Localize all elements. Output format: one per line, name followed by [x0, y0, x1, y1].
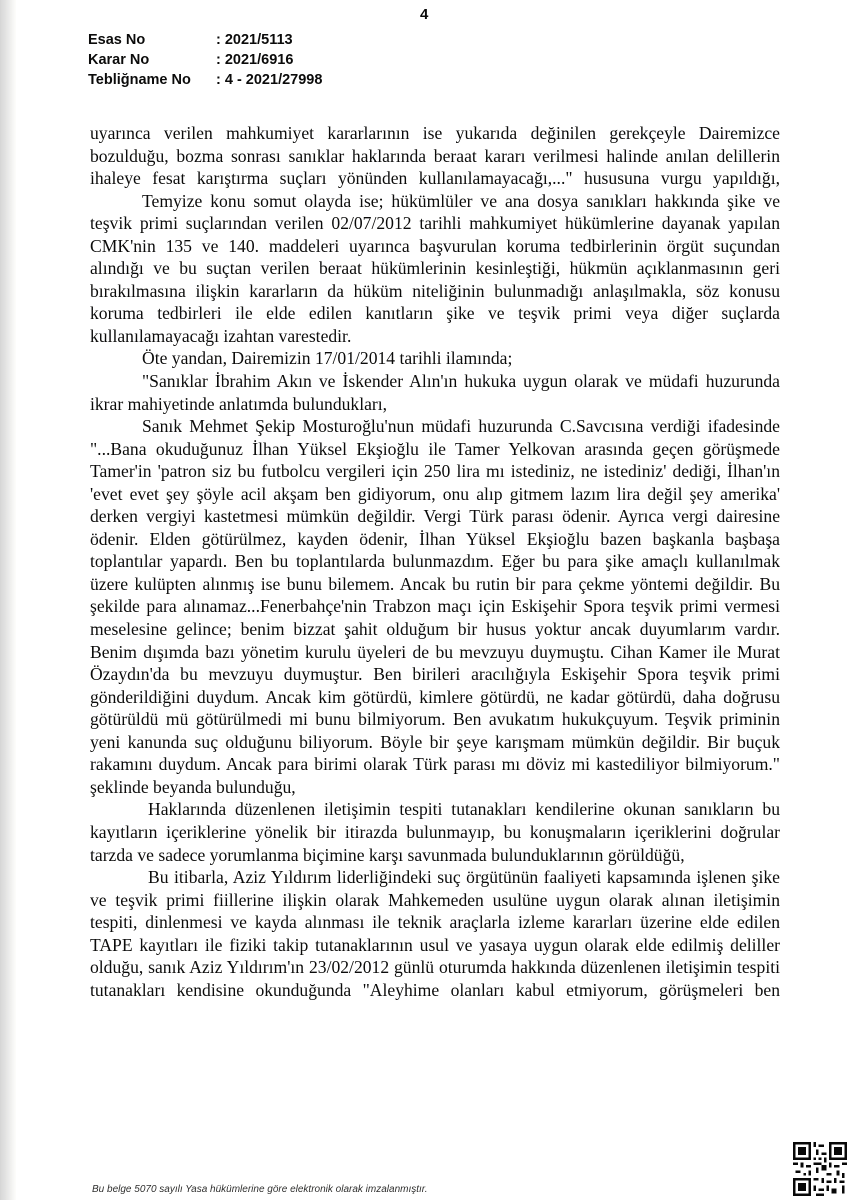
qr-code-icon: [793, 1142, 847, 1196]
case-info-row: [88, 30, 322, 50]
body-paragraph: Haklarında düzenlenen iletişimin tespiti tutanakları kendilerine okunan sanıkların bu kayıtların içeriklerine yönelik bir itirazda bulunmayıp, bu konuşmaların içeriklerini doğrular tarzda ve sadece yorumlanma biçimine karşı savunmada bulunduklarının görüldüğü,: [90, 799, 780, 865]
body-paragraph: Öte yandan, Dairemizin 17/01/2014 tarihli ilamında;: [142, 348, 513, 369]
case-info-value: : 2021/6916: [216, 52, 294, 68]
case-info-value: : 2021/5113: [216, 32, 293, 48]
e-signature-note: Bu belge 5070 sayılı Yasa hükümlerine göre elektronik olarak imzalanmıştır.: [92, 1184, 428, 1195]
page-edge-shadow: [0, 0, 16, 1200]
case-info-label: Esas No: [88, 32, 146, 48]
case-info: [88, 30, 322, 90]
document-body: [90, 122, 780, 1001]
case-info-label: Karar No: [88, 52, 150, 68]
body-paragraph: Temyize konu somut olayda ise; hükümlüler ve ana dosya sanıkları hakkında şike ve teşvik primi suçlarından verilen 02/07/2012 tarihli mahkumiyet hükümlerine dayanak yapılan CMK'nin 135 ve 140. maddeleri uyarınca başvurulan koruma tedbirlerinin örgüt suçundan alındığı ve bu suçtan verilen beraat hükümlerinin kesinleştiği, hükmün açıklanmasının geri bırakılmasına ilişkin kararların da hüküm niteliğinin bulunmadığı anlaşılmakla, söz konusu koruma tedbirleri ile elde edilen kanıtların şike ve teşvik primi veya diğer suçlarda kullanılamayacağı izahtan varestedir.: [90, 190, 780, 346]
case-info-value: : 4 - 2021/27998: [216, 72, 323, 88]
body-paragraph: uyarınca verilen mahkumiyet kararlarının ise yukarıda değinilen gerekçeyle Dairemizce bozulduğu, bozma sonrası sanıklar haklarında beraat kararı verilmesi halinde anılan delillerin ihaleye fesat karıştırma suçları yönünden kullanılamayacağı,..." hususuna vurgu yapıldığı,: [90, 123, 780, 189]
case-info-row: [88, 50, 322, 70]
page-number: 4: [420, 6, 429, 23]
body-paragraph: Sanık Mehmet Şekip Mosturoğlu'nun müdafi huzurunda C.Savcısına verdiği ifadesinde "...Bana okuduğunuz İlhan Yüksel Ekşioğlu ile Tamer Yelkovan arasında geçen görüşmede Tamer'in 'patron siz bu futbolcu vergileri için 250 lira mı istediniz, ne istediniz' dediği, İlhan'ın 'evet evet şey şöyle acil akşam ben gidiyorum, onu alıp gitmem lazım lira değil şey amerika' derken vergiyi kastetmesi mümkün değildir. Vergi Türk parası ödenir. Ayrıca vergi dairesine ödenir. Elden götürülmez, kayden ödenir, İlhan Yüksel Ekşioğlu bazen başkanla başbaşa toplantılar yapardı. Ben bu toplantılarda bulunmazdım. Eğer bu para şike amaçlı kullanılmak üzere kulüpten alınmış ise bunu bilemem. Ancak bu rutin bir para çekme yöntemi değildir. Bu şekilde para alınamaz...Fenerbahçe'nin Trabzon maçı için Eskişehir Spora teşvik primi vermesi meselesine gelince; benim bizzat şahit olduğum bir husus yoktur ancak duyumlarım vardır. Benim dışımda bazı yönetim kurulu üyeleri de bu mevzuyu duymuştu. Cihan Kamer ile Murat Özaydın'da bu mevzuyu duymuştur. Ben birileri aracılığıyla Eskişehir Spora teşvik primi gönderildiğini duydum. Ancak kim götürdü, kimlere götürdü, ne kadar götürdü, daha doğrusu götürüldü mü götürülmedi mi bunu bilmiyorum. Ben avukatım hukukçuyum. Teşvik priminin yeni kanunda suç olduğunu biliyorum. Böyle bir şeye karışmam mümkün değildir. Bir buçuk rakamını duydum. Ancak para birimi olarak Türk parası mı döviz mi kastediliyor bilmiyorum." şeklinde beyanda bulunduğu,: [90, 416, 780, 797]
body-paragraph: "Sanıklar İbrahim Akın ve İskender Alın'ın hukuka uygun olarak ve müdafi huzurunda ikrar mahiyetinde anlatımda bulundukları,: [90, 371, 780, 414]
body-paragraph: Bu itibarla, Aziz Yıldırım liderliğindeki suç örgütünün faaliyeti kapsamında işlenen şike ve teşvik primi fiillerine ilişkin olarak Mahkemeden usulüne uygun olarak alınan iletişimin tespiti, dinlenmesi ve kayda alınması ile teknik araçlarla izleme kararları üzerine elde edilen TAPE kayıtları ile fiziki takip tutanaklarının usul ve yasaya uygun olarak elde edilmiş deliller olduğu, sanık Aziz Yıldırım'ın 23/02/2012 günlü oturumda hakkında düzenlenen iletişimin tespiti tutanakları kendisine okunduğunda "Aleyhime olanları kabul etmiyorum, görüşmeleri ben: [90, 867, 780, 1000]
case-info-label: Tebliğname No: [88, 72, 191, 88]
case-info-row: [88, 70, 322, 90]
